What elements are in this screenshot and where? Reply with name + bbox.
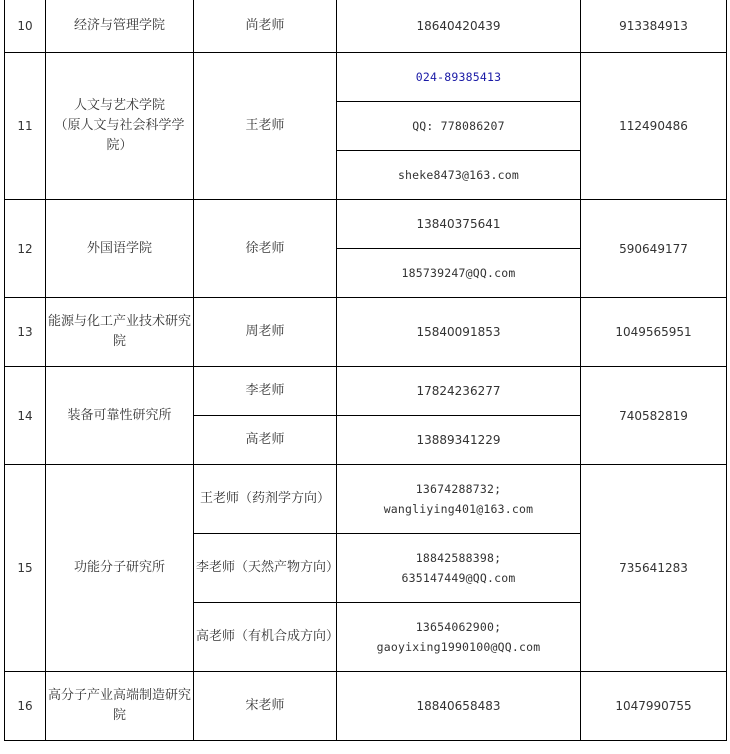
department-cell: 能源与化工产业技术研究院 <box>46 298 194 367</box>
row-index: 15 <box>5 465 46 672</box>
row-index: 10 <box>5 0 46 53</box>
contact-info-cell: 15840091853 <box>337 298 581 367</box>
teacher-cell: 王老师 <box>194 53 337 200</box>
email-cell: sheke8473@163.com <box>337 151 581 200</box>
teacher-cell: 周老师 <box>194 298 337 367</box>
department-cell: 经济与管理学院 <box>46 0 194 53</box>
contact-info-cell: 18640420439 <box>337 0 581 53</box>
qq-group-cell: 740582819 <box>581 367 727 465</box>
phone-line: 13674288732; <box>415 482 502 496</box>
teacher-cell: 徐老师 <box>194 200 337 298</box>
contact-info-cell <box>337 603 581 672</box>
department-cell: 功能分子研究所 <box>46 465 194 672</box>
contact-info-cell: 17824236277 <box>337 367 581 416</box>
contact-info-cell <box>337 534 581 603</box>
qq-group-cell: 112490486 <box>581 53 727 200</box>
row-index: 16 <box>5 672 46 741</box>
teacher-cell: 宋老师 <box>194 672 337 741</box>
qq-group-cell: 1049565951 <box>581 298 727 367</box>
qq-group-cell: 590649177 <box>581 200 727 298</box>
table-row <box>5 200 727 249</box>
contact-table <box>4 0 727 741</box>
table-row <box>5 367 727 416</box>
qq-group-cell: 913384913 <box>581 0 727 53</box>
table-row <box>5 53 727 102</box>
contact-info-cell: 13840375641 <box>337 200 581 249</box>
teacher-cell: 尚老师 <box>194 0 337 53</box>
teacher-cell: 李老师 <box>194 367 337 416</box>
phone-link[interactable]: 024-89385413 <box>337 53 581 102</box>
department-cell: 外国语学院 <box>46 200 194 298</box>
email-line: 635147449@QQ.com <box>401 571 516 585</box>
row-index: 12 <box>5 200 46 298</box>
table-row <box>5 672 727 741</box>
qq-group-cell: 1047990755 <box>581 672 727 741</box>
contact-info-cell: QQ: 778086207 <box>337 102 581 151</box>
phone-line: 13654062900; <box>415 620 502 634</box>
contact-info-cell: 13889341229 <box>337 416 581 465</box>
table-row <box>5 465 727 534</box>
department-cell: 高分子产业高端制造研究院 <box>46 672 194 741</box>
contact-info-cell: 18840658483 <box>337 672 581 741</box>
row-index: 14 <box>5 367 46 465</box>
row-index: 13 <box>5 298 46 367</box>
table-row <box>5 0 727 53</box>
contact-info-cell <box>337 465 581 534</box>
phone-line: 18842588398; <box>415 551 502 565</box>
department-line: 人文与艺术学院 <box>73 98 165 113</box>
teacher-cell: 高老师 <box>194 416 337 465</box>
teacher-cell: 李老师（天然产物方向） <box>194 534 337 603</box>
email-line: wangliying401@163.com <box>383 502 534 516</box>
email-line: gaoyixing1990100@QQ.com <box>376 640 541 654</box>
department-line: （原人文与社会科学学 <box>54 118 185 133</box>
qq-group-cell: 735641283 <box>581 465 727 672</box>
row-index: 11 <box>5 53 46 200</box>
email-cell: 185739247@QQ.com <box>337 249 581 298</box>
department-cell <box>46 53 194 200</box>
department-cell: 装备可靠性研究所 <box>46 367 194 465</box>
teacher-cell: 高老师（有机合成方向） <box>194 603 337 672</box>
teacher-cell: 王老师（药剂学方向） <box>194 465 337 534</box>
table-row <box>5 298 727 367</box>
department-line: 院） <box>106 138 133 153</box>
